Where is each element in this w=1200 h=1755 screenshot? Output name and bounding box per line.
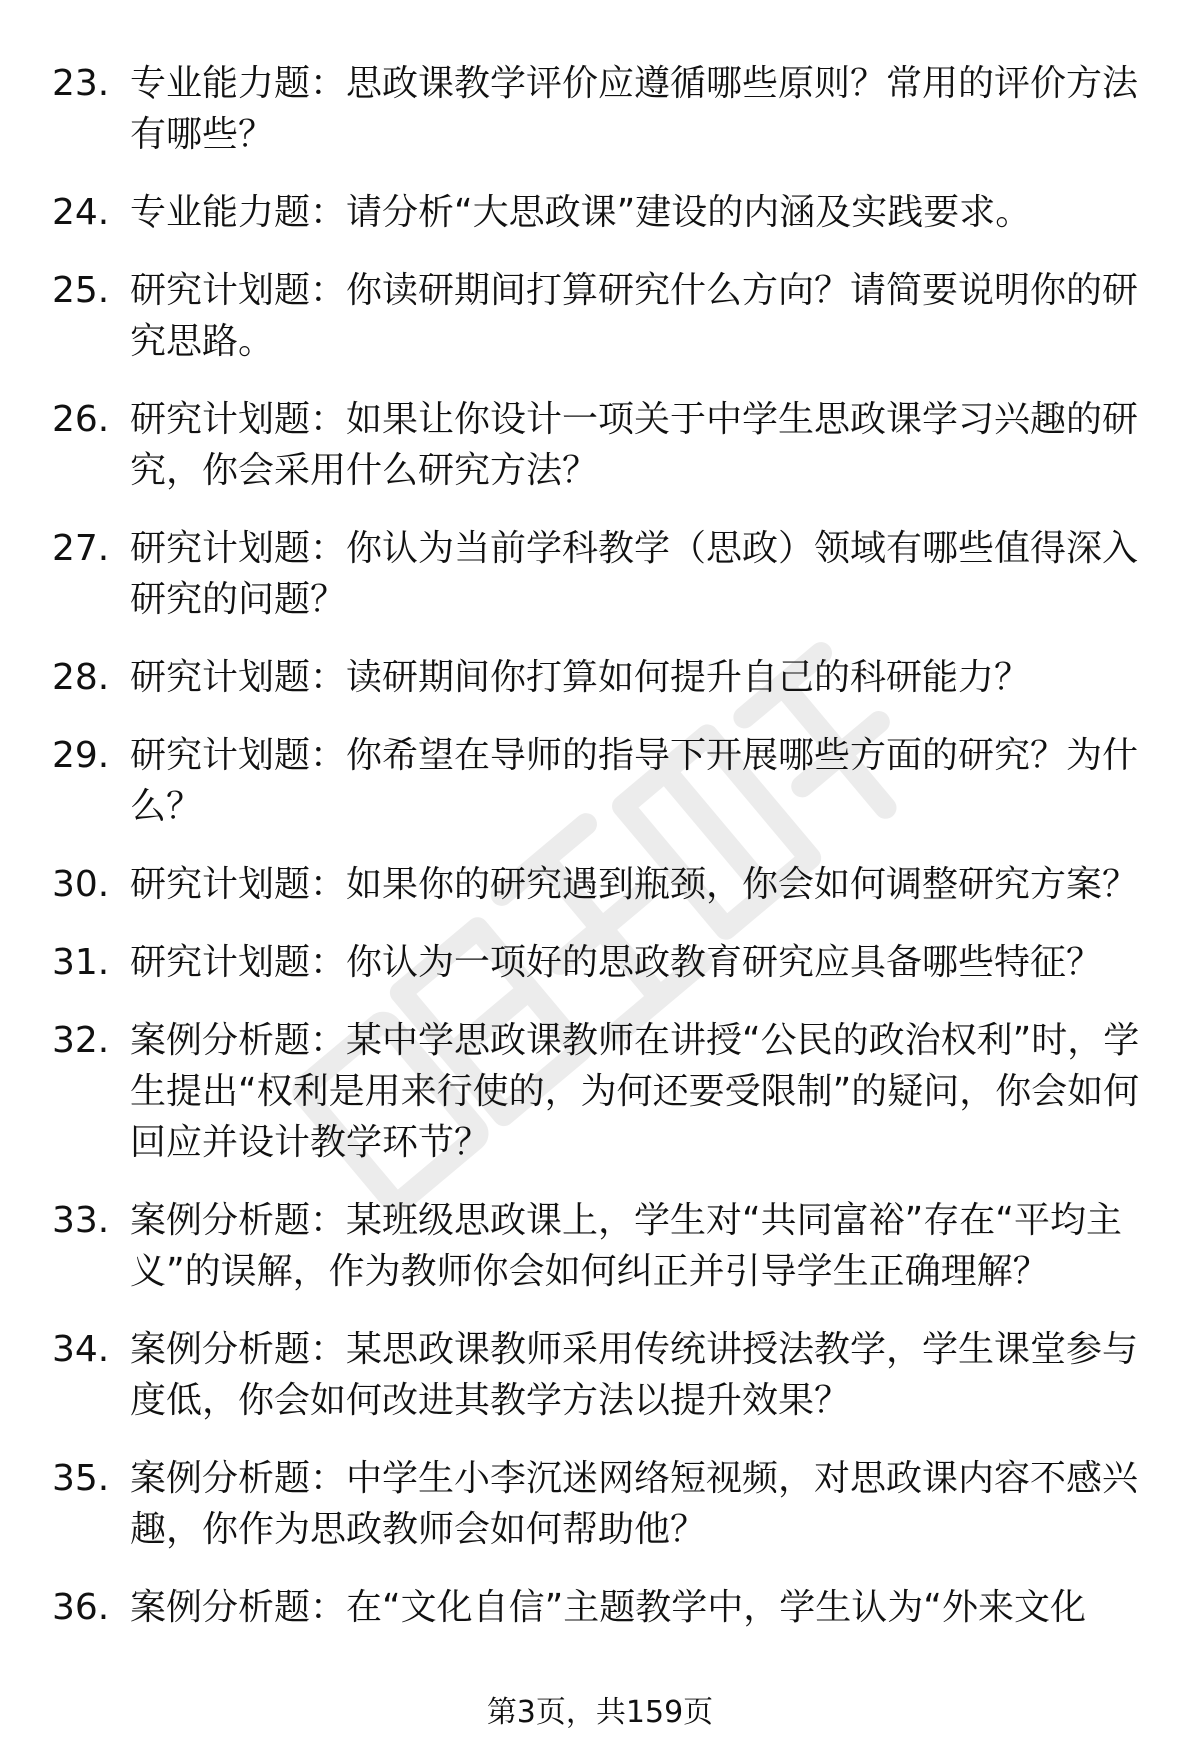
question-number: 31.: [52, 942, 110, 983]
question-number: 27.: [52, 528, 110, 569]
question-list: [0, 58, 1200, 1660]
question-item: [0, 187, 1200, 238]
question-number: 35.: [52, 1458, 110, 1499]
question-text: 研究计划题：你认为一项好的思政教育研究应具备哪些特征？: [130, 942, 1103, 983]
question-text: 研究计划题：读研期间你打算如何提升自己的科研能力？: [130, 657, 1031, 698]
page-footer: 第3页，共159页: [486, 1695, 714, 1730]
question-text: 案例分析题：某思政课教师采用传统讲授法教学，学生课堂参与度低，你会如何改进其教学方法以提升效果？: [130, 1329, 1139, 1421]
question-text: 专业能力题：思政课教学评价应遵循哪些原则？常用的评价方法有哪些？: [130, 63, 1139, 155]
question-item: [0, 730, 1200, 832]
question-text: 研究计划题：你希望在导师的指导下开展哪些方面的研究？为什么？: [130, 735, 1139, 827]
question-text: 研究计划题：你读研期间打算研究什么方向？请简要说明你的研究思路。: [130, 270, 1139, 362]
question-item: [0, 859, 1200, 910]
question-number: 29.: [52, 735, 110, 776]
question-number: 28.: [52, 657, 110, 698]
question-text: 研究计划题：如果让你设计一项关于中学生思政课学习兴趣的研究，你会采用什么研究方法？: [130, 399, 1139, 491]
question-item: [0, 1582, 1200, 1633]
question-number: 25.: [52, 270, 110, 311]
question-item: [0, 265, 1200, 367]
question-item: [0, 937, 1200, 988]
question-text: 案例分析题：某班级思政课上，学生对“共同富裕”存在“平均主义”的误解，作为教师你会如何纠正并引导学生正确理解？: [130, 1200, 1122, 1292]
question-text: 案例分析题：某中学思政课教师在讲授“公民的政治权利”时，学生提出“权利是用来行使的，为何还要受限制”的疑问，你会如何回应并设计教学环节？: [130, 1020, 1140, 1163]
question-item: [0, 1015, 1200, 1168]
question-item: [0, 1453, 1200, 1555]
question-number: 26.: [52, 399, 110, 440]
question-text: 专业能力题：请分析“大思政课”建设的内涵及实践要求。: [130, 192, 1032, 233]
question-item: [0, 58, 1200, 160]
question-number: 23.: [52, 63, 110, 104]
question-item: [0, 652, 1200, 703]
question-item: [0, 394, 1200, 496]
question-text: 研究计划题：你认为当前学科教学（思政）领域有哪些值得深入研究的问题？: [130, 528, 1139, 620]
question-text: 案例分析题：在“文化自信”主题教学中，学生认为“外来文化: [130, 1587, 1086, 1628]
question-number: 32.: [52, 1020, 110, 1061]
question-number: 24.: [52, 192, 110, 233]
question-item: [0, 1324, 1200, 1426]
question-text: 研究计划题：如果你的研究遇到瓶颈，你会如何调整研究方案？: [130, 864, 1139, 905]
question-item: [0, 1195, 1200, 1297]
question-number: 36.: [52, 1587, 110, 1628]
question-item: [0, 523, 1200, 625]
question-number: 34.: [52, 1329, 110, 1370]
question-text: 案例分析题：中学生小李沉迷网络短视频，对思政课内容不感兴趣，你作为思政教师会如何帮助他？: [130, 1458, 1139, 1550]
question-number: 30.: [52, 864, 110, 905]
question-number: 33.: [52, 1200, 110, 1241]
